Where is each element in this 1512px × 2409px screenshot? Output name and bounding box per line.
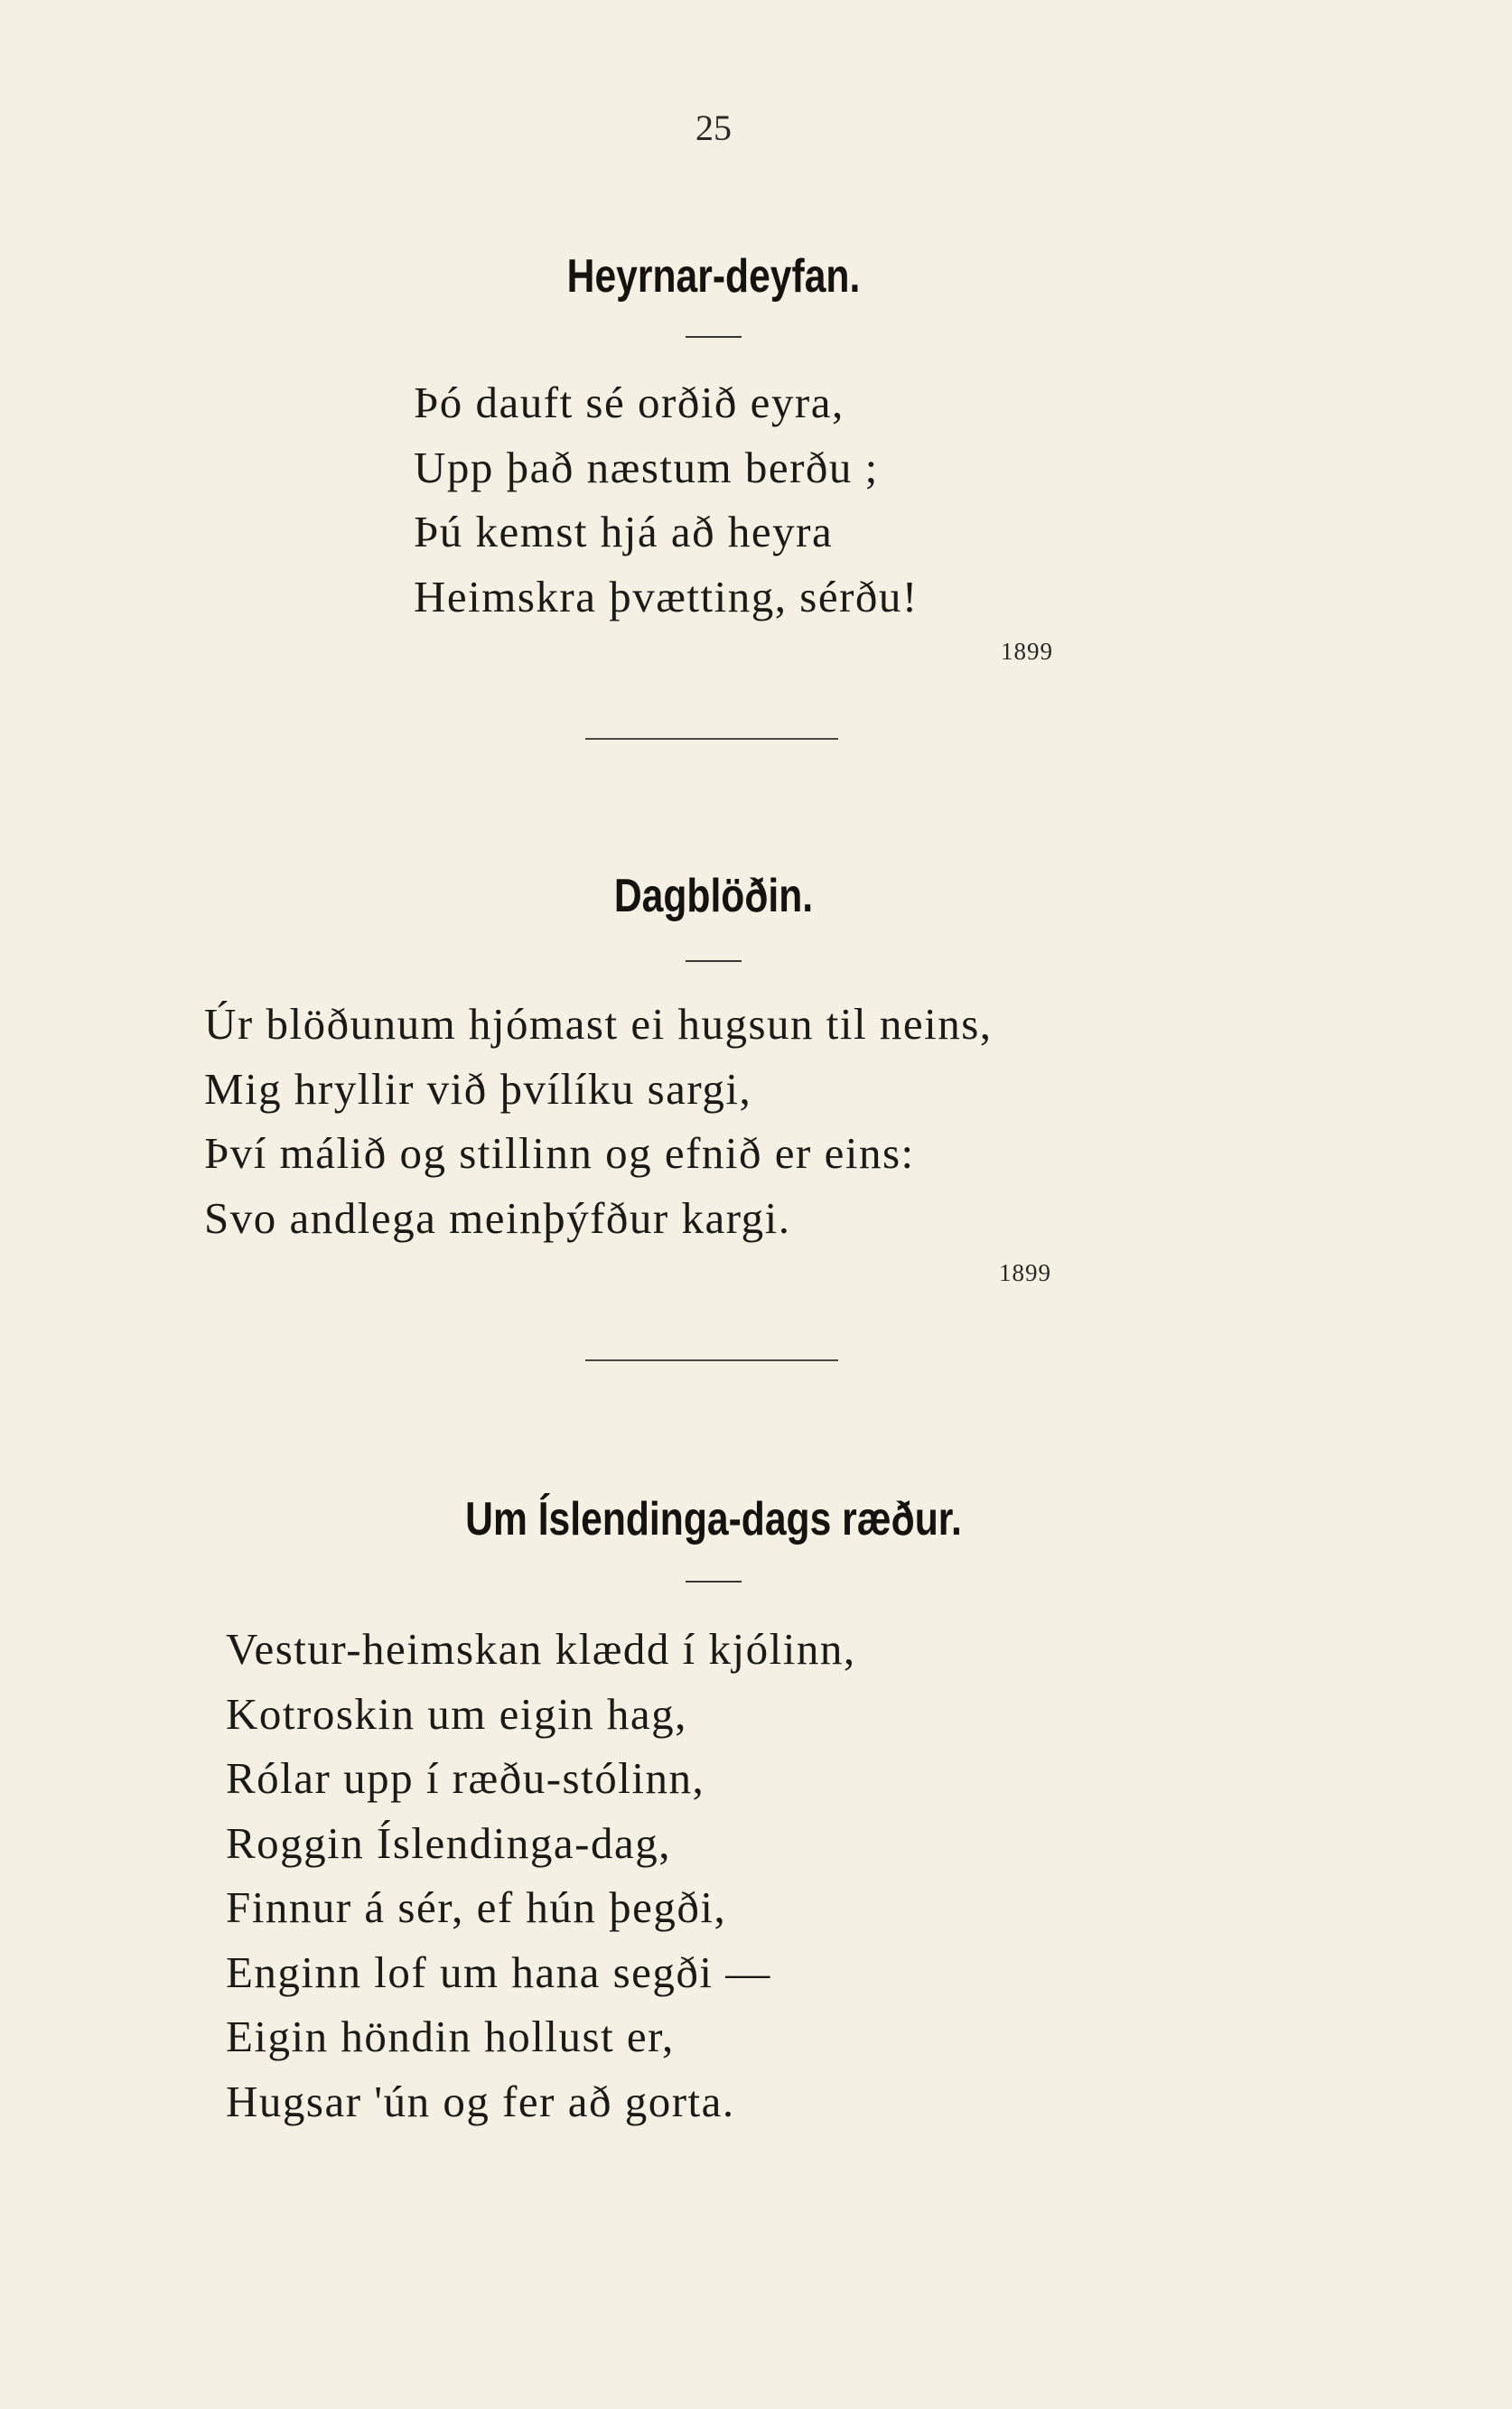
poem-title: Um Íslendinga-dags ræður.	[465, 1493, 962, 1545]
verse-line: Finnur á sér, ef hún þegði,	[226, 1882, 727, 1932]
poem-title: Heyrnar-deyfan.	[566, 250, 861, 303]
verse-line: Þú kemst hjá að heyra	[414, 507, 834, 556]
verse-line: Eigin höndin hollust er,	[226, 2012, 675, 2061]
poem-year: 1899	[999, 1259, 1051, 1286]
verse-line: Þó dauft sé orðið eyra,	[414, 378, 845, 427]
verse-line: Rólar upp í ræðu-stólinn,	[226, 1753, 705, 1803]
title-divider	[686, 336, 742, 338]
poem-verse	[204, 992, 993, 1250]
verse-line: Vestur-heimskan klædd í kjólinn,	[226, 1624, 856, 1674]
page-number: 25	[695, 107, 732, 148]
section-divider	[585, 738, 838, 740]
verse-line: Úr blöðunum hjómast ei hugsun til neins,	[204, 999, 993, 1049]
section-divider	[585, 1359, 838, 1361]
verse-line: Upp það næstum berðu ;	[414, 442, 879, 492]
title-divider	[686, 960, 742, 962]
verse-line: Enginn lof um hana segði —	[226, 1947, 771, 1997]
verse-line: Hugsar 'ún og fer að gorta.	[226, 2076, 735, 2126]
poem-title: Dagblöðin.	[613, 870, 814, 922]
verse-line: Mig hryllir við þvílíku sargi,	[204, 1063, 752, 1114]
verse-line: Svo andlega meinþýfður kargi.	[204, 1192, 791, 1243]
poem-year: 1899	[1001, 638, 1053, 665]
verse-line: Roggin Íslendinga-dag,	[226, 1817, 671, 1868]
verse-line: Því málið og stillinn og efnið er eins:	[204, 1128, 915, 1178]
verse-line: Kotroskin um eigin hag,	[226, 1688, 687, 1739]
verse-line: Heimskra þvætting, sérðu!	[414, 571, 919, 621]
poem-verse	[226, 1617, 856, 2134]
poem-verse	[414, 370, 919, 629]
title-divider	[686, 1581, 742, 1583]
